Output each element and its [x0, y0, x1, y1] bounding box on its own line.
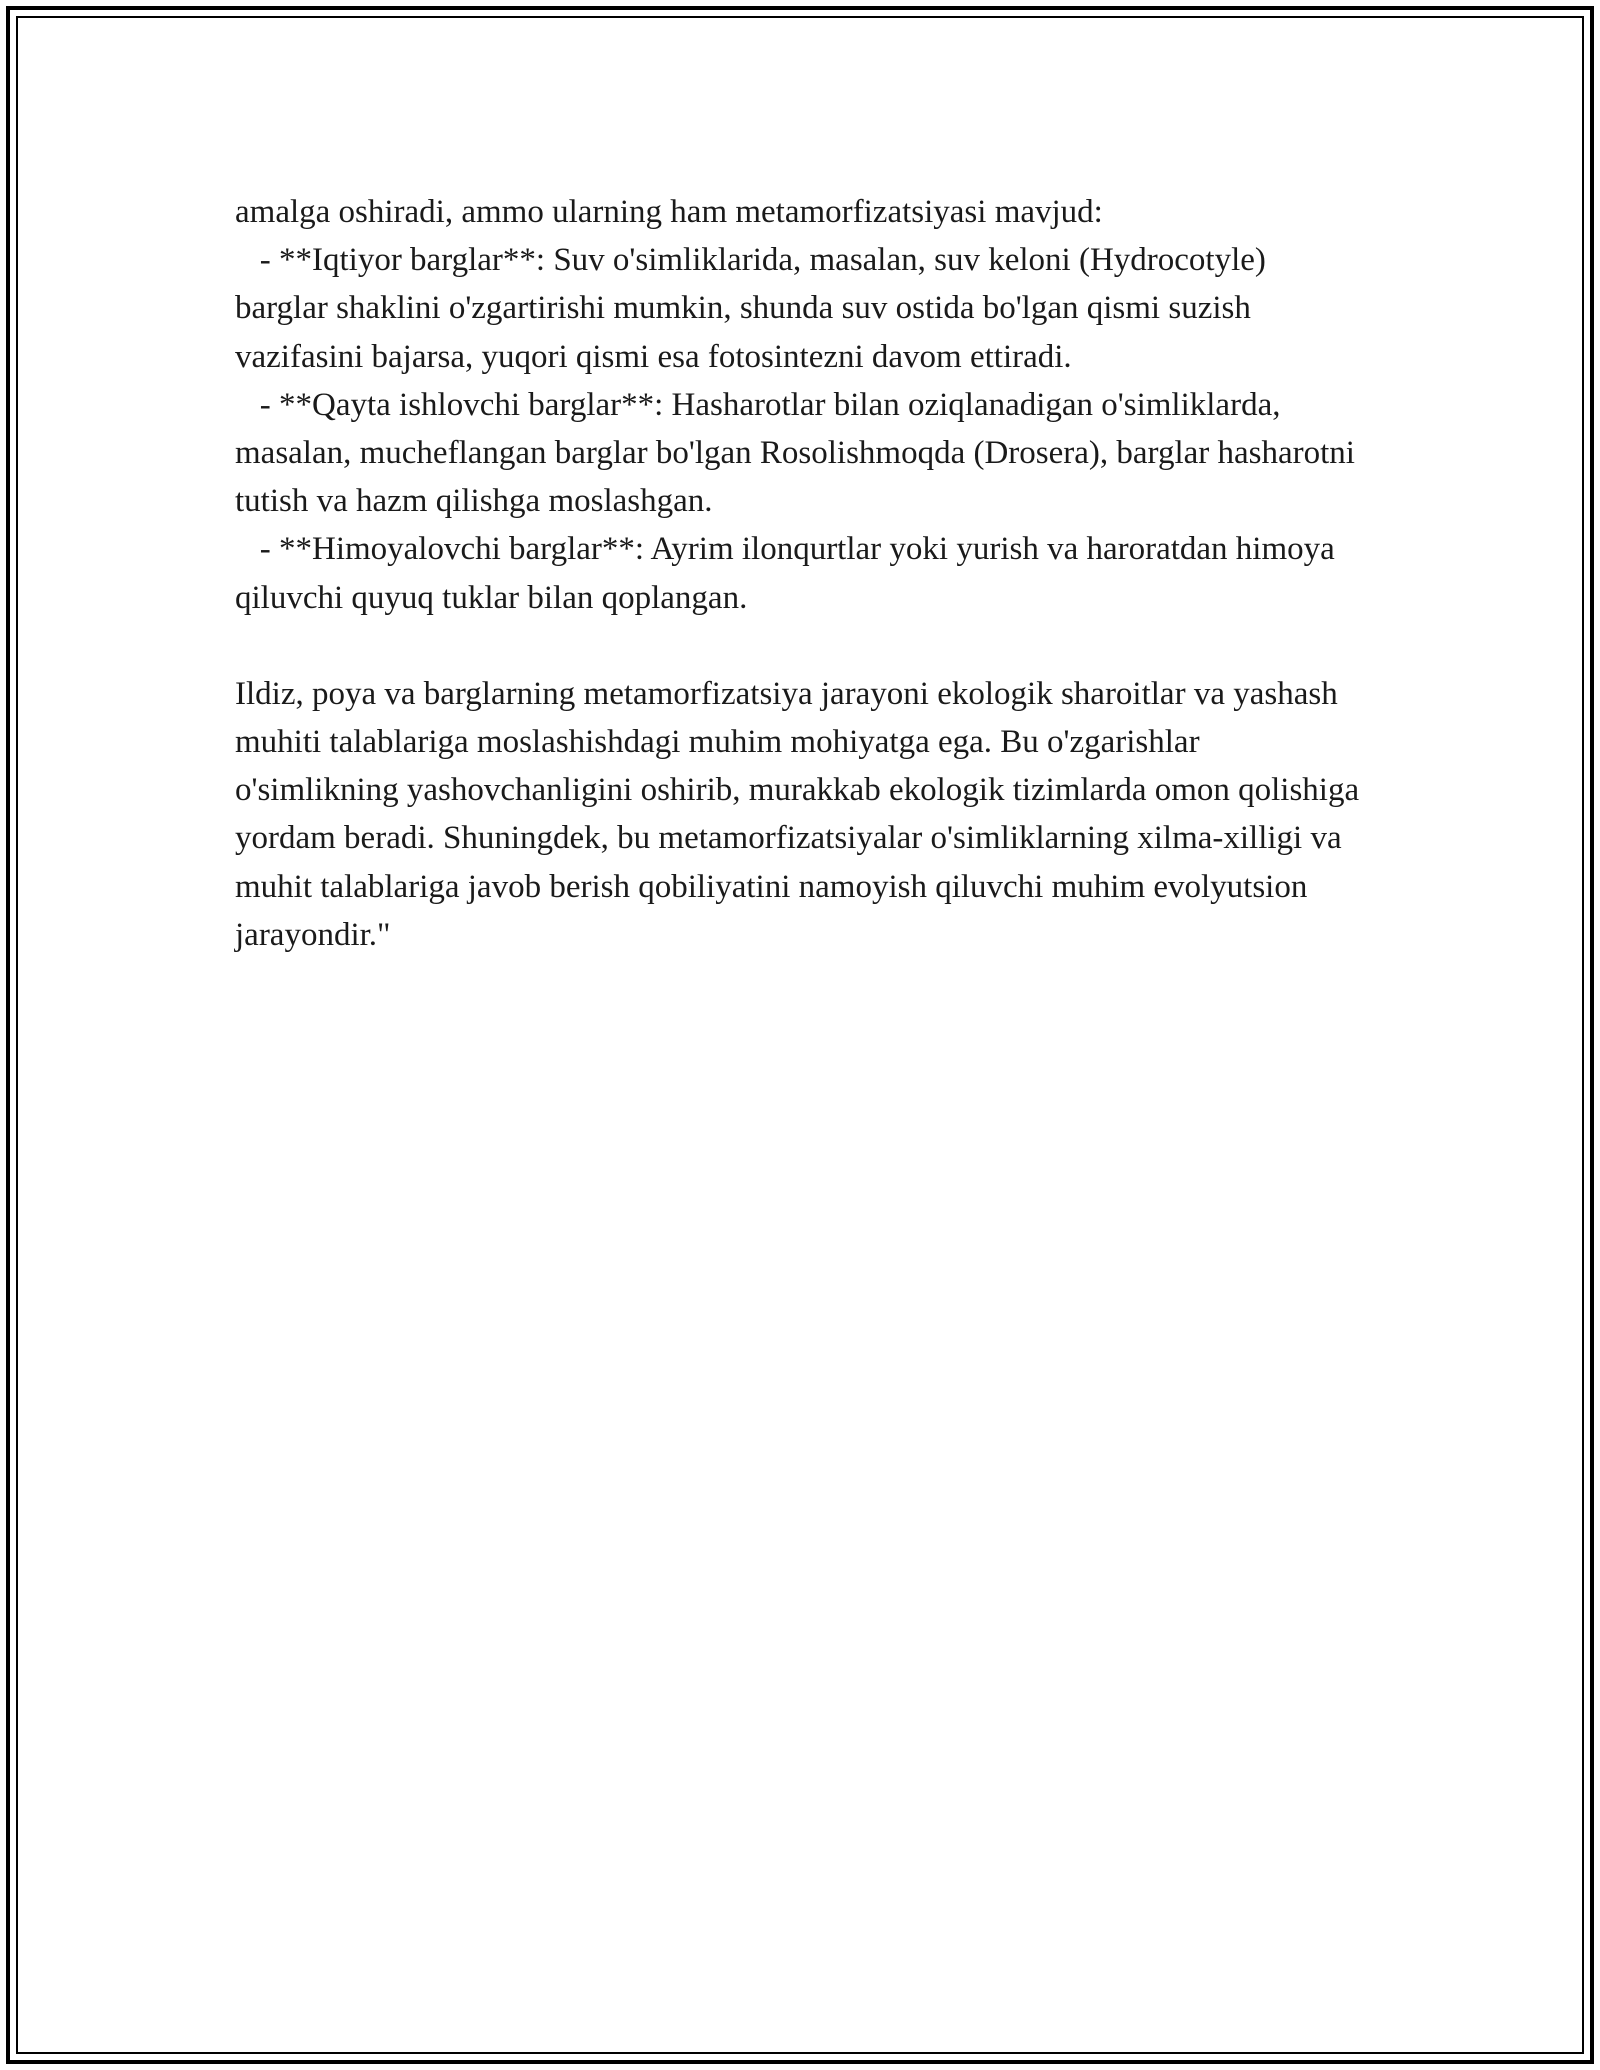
paragraph-spacer	[235, 622, 1365, 670]
paragraph-leaf-metamorphosis: amalga oshiradi, ammo ularning ham metamorfizatsiyasi mavjud: - **Iqtiyor barglar**: Suv o'simliklarida, masalan, suv keloni (Hydrocotyle) barglar shaklini o'zgartirishi mumkin, shunda suv ostida bo'lgan qismi suzish vazifasini bajarsa, yuqori qismi esa fotosintezni davom ettiradi. - **Qayta ishlovchi barglar**: Hasharotlar bilan oziqlanadigan o'simliklarda, masalan, mucheflangan barglar bo'lgan Rosolishmoqda (Drosera), barglar hasharotni tutish va hazm qilishga moslashgan. - **Himoyalovchi barglar**: Ayrim ilonqurtlar yoki yurish va haroratdan himoya qiluvchi quyuq tuklar bilan qoplangan.	[235, 194, 1355, 616]
document-body	[235, 188, 1368, 959]
paragraph-conclusion: Ildiz, poya va barglarning metamorfizatsiya jarayoni ekologik sharoitlar va yashash muhiti talablariga moslashishdagi muhim mohiyatga ega. Bu o'zgarishlar o'simlikning yashovchanligini oshirib, murakkab ekologik tizimlarda omon qolishiga yordam beradi. Shuningdek, bu metamorfizatsiyalar o'simliklarning xilma-xilligi va muhit talablariga javob berish qobiliyatini namoyish qiluvchi muhim evolyutsion jarayondir."	[235, 675, 1368, 953]
